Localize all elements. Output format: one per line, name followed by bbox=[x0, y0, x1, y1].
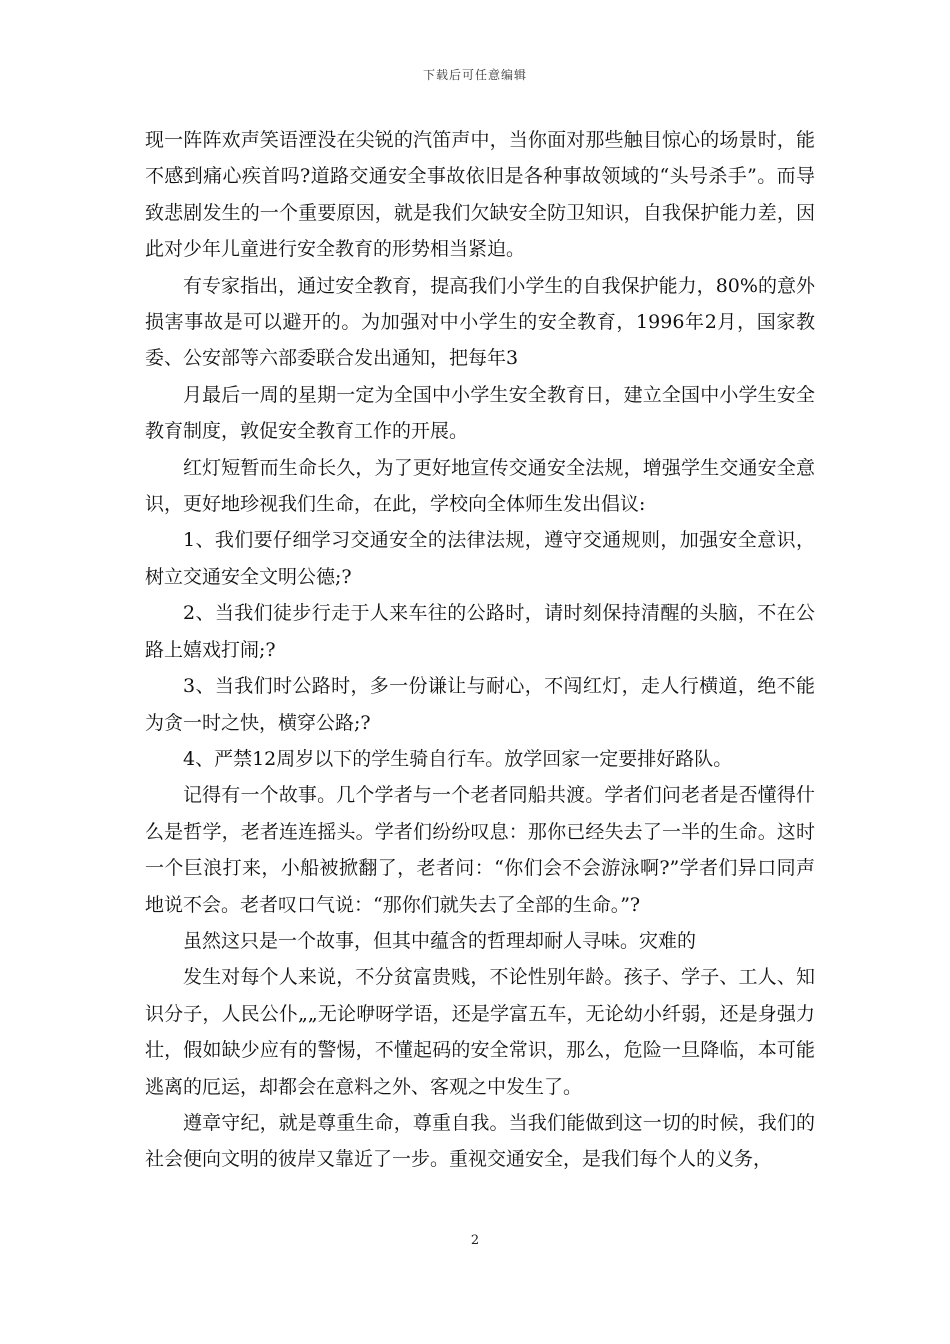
proposal-item-1: 1、我们要仔细学习交通安全的法律法规，遵守交通规则，加强安全意识，树立交通安全文明公德;? bbox=[145, 529, 815, 588]
paragraph-10: 虽然这只是一个故事，但其中蕴含的哲理却耐人寻味。灾难的 bbox=[183, 929, 697, 952]
document-body bbox=[145, 122, 815, 1178]
page-number: 2 bbox=[470, 1233, 480, 1248]
page-header: 下载后可任意编辑 bbox=[422, 68, 527, 82]
paragraph-2: 有专家指出，通过安全教育，提高我们小学生的自我保护能力，80%的意外损害事故是可以避开的。为加强对中小学生的安全教育，1996年2月，国家教委、公安部等六部委联合发出通知，把每年3 bbox=[145, 274, 815, 370]
story-paragraph: 记得有一个故事。几个学者与一个老者同船共渡。学者们问老者是否懂得什么是哲学，老者连连摇头。学者们纷纷叹息：那你已经失去了一半的生命。这时一个巨浪打来，小船被掀翻了，老者问：“你们会不会游泳啊?”学者们异口同声地说不会。老者叹口气说：“那你们就失去了全部的生命。”? bbox=[145, 784, 815, 916]
proposal-item-3: 3、当我们时公路时，多一份谦让与耐心，不闯红灯，走人行横道，绝不能为贪一时之快，横穿公路;? bbox=[145, 675, 815, 734]
paragraph-4: 红灯短暂而生命长久，为了更好地宣传交通安全法规，增强学生交通安全意识，更好地珍视我们生命，在此，学校向全体师生发出倡议: bbox=[145, 456, 815, 516]
paragraph-11: 发生对每个人来说，不分贫富贵贱，不论性别年龄。孩子、学子、工人、知识分子，人民公仆„„无论咿呀学语，还是学富五车，无论幼小纤弱，还是身强力壮，假如缺少应有的警惕，不懂起码的安全常识，那么，危险一旦降临，本可能逃离的厄运，却都会在意料之外、客观之中发生了。 bbox=[145, 966, 815, 1098]
paragraph-12: 遵章守纪，就是尊重生命，尊重自我。当我们能做到这一切的时候，我们的社会便向文明的彼岸又靠近了一步。重视交通安全，是我们每个人的义务， bbox=[145, 1111, 815, 1171]
paragraph-1: 现一阵阵欢声笑语湮没在尖锐的汽笛声中，当你面对那些触目惊心的场景时，能不感到痛心疾首吗?道路交通安全事故依旧是各种事故领域的“头号杀手”。而导致悲剧发生的一个重要原因，就是我们欠缺安全防卫知识，自我保护能力差，因此对少年儿童进行安全教育的形势相当紧迫。 bbox=[145, 129, 815, 261]
proposal-item-4: 4、严禁12周岁以下的学生骑自行车。放学回家一定要排好路队。 bbox=[183, 747, 733, 770]
paragraph-3: 月最后一周的星期一定为全国中小学生安全教育日，建立全国中小学生安全教育制度，敦促安全教育工作的开展。 bbox=[145, 383, 815, 443]
proposal-item-2: 2、当我们徒步行走于人来车往的公路时，请时刻保持清醒的头脑，不在公路上嬉戏打闹;? bbox=[145, 602, 815, 661]
